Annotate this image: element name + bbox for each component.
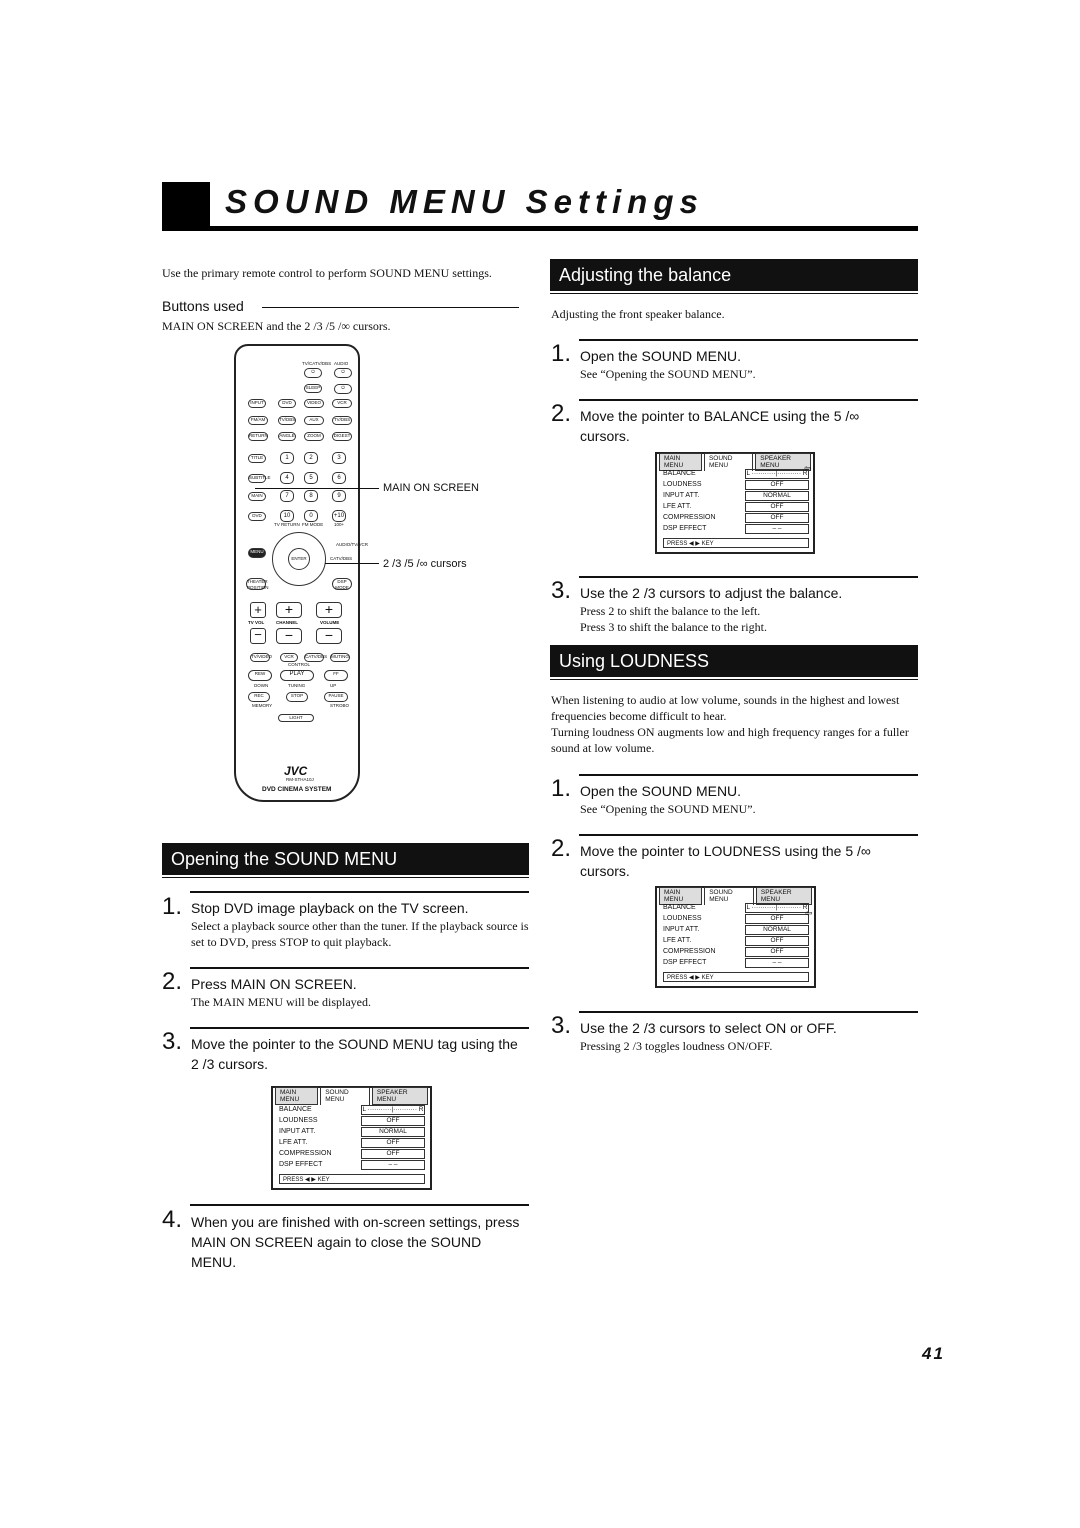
step-rule [190,1027,529,1029]
osd-rows [663,468,808,534]
step-heading: Stop DVD image playback on the TV screen. [191,900,469,916]
num-7-button: 7 [280,490,294,502]
remote-label: AUDIO/TV/VCR [336,542,369,547]
sleep-button: SLEEP [304,384,322,393]
osd-row-label: INPUT ATT. [663,926,700,933]
osd-row-label: LFE ATT. [663,937,692,944]
input-button: INPUT [248,399,266,408]
remote-label: CHANNEL [276,620,298,625]
osd-row-label: LFE ATT. [279,1139,308,1146]
step-body: Press 2 to shift the balance to the left. [580,604,761,618]
remote-label: TV VOL [248,620,265,625]
buttons-used-rule [262,307,519,308]
num-3-button: 3 [332,452,346,464]
osd-tab-sound: SOUND MENU [320,1087,370,1105]
aux-button: AUX [304,416,324,425]
step-heading: Move the pointer to LOUDNESS using the 5 /∞ cursors. [580,843,871,879]
step-number: 3. [551,577,572,604]
osd-tab-speaker: SPEAKER MENU [755,453,811,471]
osd-row-label: INPUT ATT. [663,492,700,499]
osd-row-label: LFE ATT. [663,503,692,510]
remote-label: MEMORY [252,703,273,708]
vcr-button: VCR [332,399,352,408]
step-rule [579,1011,918,1013]
callout-line-cursors [325,563,379,564]
osd-row-value: OFF [361,1138,425,1148]
osd-row [663,913,803,924]
osd-row-value: OFF [745,513,809,523]
osd-row-label: COMPRESSION [663,514,716,521]
buttons-used-heading: Buttons used [162,298,244,314]
osd-row-label: COMPRESSION [279,1150,332,1157]
osd-sound-menu-1 [271,1086,432,1190]
osd-row [663,523,803,534]
osd-press-key: PRESS ◀ ▶ KEY [663,538,809,548]
section-header-balance: Adjusting the balance [550,259,918,291]
subtitle-button: SUBTITLE [248,474,266,483]
muting-button: MUTING [330,653,350,662]
remote-control [234,344,369,802]
tv-vol-up-button: + [250,602,266,618]
main-on-screen-button: MAIN [248,492,266,501]
video-button: VIDEO [304,399,324,408]
num-10-button: 10 [280,510,294,522]
osd-row-label: BALANCE [663,470,696,477]
osd-row-label: LOUDNESS [279,1117,318,1124]
step-heading: Use the 2 /3 cursors to adjust the balance. [580,585,843,601]
osd-row-value: L ···········|··········· R [746,904,808,911]
stop-button: STOP [286,692,308,702]
theater-position-button: THEATER POSITION [247,579,269,590]
play-button: PLAY [280,670,314,681]
osd-row-value: OFF [745,914,809,924]
power-button: ⏻ [334,384,352,394]
tv-video-button: TV/VIDEO [250,653,270,662]
osd-row-value: OFF [745,936,809,946]
osd-row-value: OFF [745,502,809,512]
step-number: 2. [551,835,572,862]
dvd-on-screen-button: DVD [248,512,266,521]
step-number: 3. [551,1012,572,1039]
step-number: 4. [162,1206,183,1233]
rew-button: REW [248,670,272,681]
step-heading: Move the pointer to the SOUND MENU tag using the 2 /3 cursors. [191,1036,518,1072]
step-number: 2. [551,400,572,427]
osd-row-value: – – [745,524,809,534]
osd-tab-sound: SOUND MENU [704,887,754,905]
step-body: See “Opening the SOUND MENU”. [580,802,756,816]
osd-row-label: DSP EFFECT [663,959,707,966]
osd-row [279,1159,419,1170]
remote-label: AUDIO [334,361,349,366]
osd-row-label: DSP EFFECT [279,1161,323,1168]
intro-text: Use the primary remote control to perform SOUND MENU settings. [162,266,492,280]
remote-system-label: DVD CINEMA SYSTEM [262,786,332,793]
osd-row-value: NORMAL [745,925,809,935]
audio-power-button: ⏻ [334,368,352,378]
osd-row [663,468,808,479]
step-heading: When you are finished with on-screen settings, press MAIN ON SCREEN again to close the SOUND MENU. [191,1214,520,1270]
jvc-logo: JVC [284,764,308,778]
num-4-button: 4 [280,472,294,484]
step-number: 1. [551,340,572,367]
step-body: The MAIN MENU will be displayed. [191,995,371,1009]
step-rule [579,774,918,776]
osd-row-value: OFF [745,947,809,957]
vcr-control-button: VCR [280,653,298,662]
pause-button: PAUSE [324,692,348,702]
osd-tab-main: MAIN MENU [659,453,702,471]
osd-row [279,1137,419,1148]
step-rule [579,576,918,578]
osd-row [663,501,803,512]
osd-row-label: INPUT ATT. [279,1128,316,1135]
osd-row-value: OFF [745,480,809,490]
osd-row-value: NORMAL [745,491,809,501]
osd-row-value: – – [745,958,809,968]
tv-vol-down-button: − [250,628,266,644]
osd-row [279,1115,419,1126]
osd-row-value: NORMAL [361,1127,425,1137]
osd-row [279,1104,424,1115]
menu-button: MENU [248,548,266,558]
step-body: See “Opening the SOUND MENU”. [580,367,756,381]
remote-label: TV/CATV/DBS [302,361,332,366]
osd-row [663,490,803,501]
step-rule [190,1204,529,1206]
step-body: Pressing 2 /3 toggles loudness ON/OFF. [580,1039,773,1053]
osd-tab-sound: SOUND MENU [704,453,753,471]
remote-model: RM-STHA10J [286,777,314,782]
osd-row-label: DSP EFFECT [663,525,707,532]
step-body: Press 3 to shift the balance to the right. [580,620,767,634]
step-heading: Move the pointer to BALANCE using the 5 /∞ cursors. [580,408,860,444]
balance-intro: Adjusting the front speaker balance. [551,307,725,321]
step-number: 1. [551,775,572,802]
osd-press-key: PRESS ◀ ▶ KEY [663,972,809,982]
buttons-used-text: MAIN ON SCREEN and the 2 /3 /5 /∞ cursors. [162,319,391,333]
tvdbs-button: TV/DBS [278,416,296,425]
loudness-intro-2: Turning loudness ON augments low and high frequency ranges for a fuller sound at low volume. [551,725,909,755]
osd-tab-speaker: SPEAKER MENU [372,1087,428,1105]
osd-tabs [275,1087,430,1105]
remote-label: 100+ [334,522,345,527]
section-header-loudness: Using LOUDNESS [550,645,918,677]
remote-label: CONTROL [288,662,311,667]
dvd-button: DVD [278,399,296,408]
remote-label: FM MODE [302,522,324,527]
osd-row-value: L ···········|··········· R [746,470,808,477]
step-rule [579,834,918,836]
osd-rows [279,1104,424,1170]
pointer-icon: ⇦ [805,908,813,918]
remote-label: VOLUME [320,620,340,625]
tvdbs2-button: TV/DBS [332,416,352,425]
callout-cursors: 2 /3 /5 /∞ cursors [383,558,467,570]
osd-row [663,902,808,913]
title-rule [162,226,918,231]
osd-row-label: BALANCE [279,1106,312,1113]
step-number: 2. [162,968,183,995]
channel-down-button: − [276,628,302,644]
fmam-button: FM/AM [248,416,268,425]
remote-label: TUNING [288,683,306,688]
volume-down-button: − [316,628,342,644]
osd-row [663,935,803,946]
num-1-button: 1 [280,452,294,464]
callout-main-on-screen: MAIN ON SCREEN [383,482,479,494]
step-rule [190,891,529,893]
osd-tab-main: MAIN MENU [659,887,702,905]
pointer-icon: ⇦ [804,463,812,473]
volume-up-button: + [316,602,342,618]
osd-tab-main: MAIN MENU [275,1087,318,1105]
osd-row-label: BALANCE [663,904,696,911]
remote-label: STROBO [330,703,350,708]
step-body: Select a playback source other than the tuner. If the playback source is set to DVD, press STOP to quit playback. [191,919,529,949]
remote-label: UP [330,683,337,688]
osd-row [663,924,803,935]
title-block-marker [162,182,210,227]
osd-rows [663,902,808,968]
remote-label: TV RETURN [274,522,300,527]
angle-button: ANGLE [278,432,296,441]
num-6-button: 6 [332,472,346,484]
remote-label: DOWN [254,683,269,688]
channel-up-button: + [276,602,302,618]
loudness-intro: When listening to audio at low volume, sounds in the highest and lowest frequencies become difficult to hear. [551,693,900,723]
num-9-button: 9 [332,490,346,502]
osd-row-label: LOUDNESS [663,915,702,922]
step-heading: Open the SOUND MENU. [580,348,742,364]
osd-press-key: PRESS ◀ ▶ KEY [279,1174,425,1184]
section-header-opening: Opening the SOUND MENU [162,843,529,875]
step-heading: Use the 2 /3 cursors to select ON or OFF. [580,1020,837,1036]
osd-row-label: COMPRESSION [663,948,716,955]
page-title: SOUND MENU Settings [225,183,704,220]
osd-row [663,479,803,490]
osd-row-value: OFF [361,1149,425,1159]
title-button: TITLE [248,454,266,463]
osd-row-value: – – [361,1160,425,1170]
num-5-button: 5 [304,472,318,484]
remote-label: CATV/DBS [330,556,353,561]
enter-button: ENTER [288,548,310,570]
num-0-button: 0 [304,510,318,522]
osd-row [663,957,803,968]
ff-button: FF [324,670,348,681]
step-rule [190,967,529,969]
dsp-mode-button: DSP MODE [332,578,352,590]
num-plus10-button: +10 [332,510,346,522]
num-8-button: 8 [304,490,318,502]
osd-row [279,1148,419,1159]
callout-line-main [255,488,379,489]
osd-sound-menu-3 [655,886,816,988]
tv-power-button: ⏻ [304,368,322,378]
osd-row-label: LOUDNESS [663,481,702,488]
osd-tab-speaker: SPEAKER MENU [756,887,812,905]
osd-sound-menu-2 [655,452,815,554]
catv-dbs-button: CATV/DBS [304,653,324,662]
zoom-button: ZOOM [304,432,324,441]
light-button: LIGHT [278,714,314,722]
step-number: 1. [162,893,183,920]
osd-row-value: OFF [361,1116,425,1126]
step-heading: Open the SOUND MENU. [580,783,742,799]
osd-row [663,512,803,523]
osd-row-value: L ···········|··········· R [362,1106,424,1113]
return-button: RETURN [248,432,268,441]
step-heading: Press MAIN ON SCREEN. [191,976,357,992]
rec-button: REC [248,692,270,702]
page-number: 41 [922,1344,945,1363]
step-rule [579,339,918,341]
digest-button: DIGEST [332,432,352,441]
osd-row [279,1126,419,1137]
osd-row [663,946,803,957]
num-2-button: 2 [304,452,318,464]
step-number: 3. [162,1028,183,1055]
step-rule [579,399,918,401]
